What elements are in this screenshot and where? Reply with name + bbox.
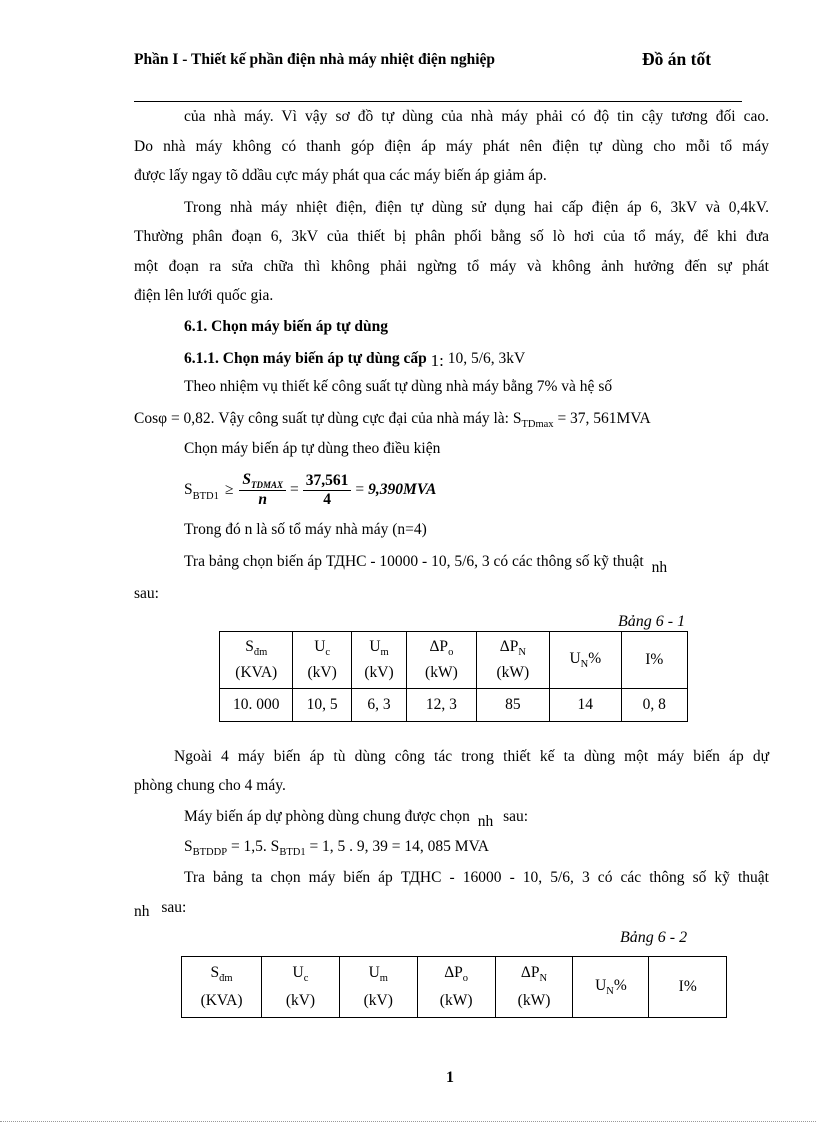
paragraph-line: một đoạn ra sửa chữa thì không phải ngừng tổ máy và không ảnh hưởng đến sự phát — [134, 258, 769, 275]
header-unit: (kW) — [517, 992, 551, 1010]
paragraph-line: Ngoài 4 máy biến áp tù dùng công tác trong thiết kế ta dùng một máy biến áp dự — [174, 748, 769, 765]
table-header-cell — [220, 632, 293, 689]
header-unit: (KVA) — [235, 664, 278, 682]
header-unit: (KVA) — [200, 992, 243, 1010]
text-span: Tra bảng chọn biến áp ТДНС - 10000 - 10, 5/6, 3 có các thông số kỹ thuật — [184, 553, 644, 570]
numerator-symbol: S — [242, 470, 252, 488]
paragraph-line: được lấy ngay tõ ddầu cực máy phát qua các máy biến áp giảm áp. — [134, 167, 547, 184]
table-cell: 6, 3 — [351, 689, 406, 722]
table-header-cell — [351, 632, 406, 689]
formula-ge: ≥ — [224, 481, 234, 498]
fraction-numerator: 37,561 — [303, 472, 352, 491]
paragraph-line — [184, 808, 529, 830]
text-span: sau: — [161, 899, 187, 916]
subsection-heading-voltage: 10, 5/6, 3kV — [447, 350, 526, 367]
text-span: nh — [477, 813, 494, 830]
text-span: nh — [134, 903, 150, 920]
text-span: sau: — [503, 808, 529, 825]
header-symbol: $U_c$ — [292, 963, 309, 985]
paragraph-line — [184, 553, 668, 576]
table-header-row — [220, 632, 688, 689]
header-symbol: $\Delta P_o$ — [429, 637, 454, 659]
page-bottom-rule — [0, 1121, 816, 1122]
header-symbol: $S_{đm}$ — [245, 637, 268, 659]
subsection-heading — [184, 348, 525, 368]
table-row — [220, 689, 688, 722]
header-symbol: $\Delta P_N$ — [499, 637, 526, 659]
header-unit: (kV) — [364, 664, 394, 682]
fraction-denominator: n — [258, 491, 268, 509]
table-caption: Bảng 6 - 1 — [618, 613, 686, 630]
header-symbol: $U_m$ — [369, 637, 389, 659]
header-unit: (kW) — [439, 992, 473, 1010]
paragraph-line: Trong nhà máy nhiệt điện, điện tự dùng sử dụng hai cấp điện áp 6, 3kV và 0,4kV. — [184, 199, 769, 216]
formula-result: 9,390MVA — [368, 481, 437, 498]
table-caption: Bảng 6 - 2 — [620, 929, 688, 946]
header-symbol: $\Delta P_N$ — [520, 963, 548, 985]
header-subtitle: Đồ án tốt — [642, 49, 712, 69]
subsection-heading-level: 1: — [430, 351, 444, 370]
formula — [184, 466, 436, 514]
formula-symbol: S — [184, 481, 193, 498]
table-header-cell — [339, 957, 417, 1018]
table-cell: 10, 5 — [293, 689, 351, 722]
spec-table-2 — [181, 956, 727, 1018]
header-symbol: $U_m$ — [368, 963, 388, 985]
table-header-cell — [293, 632, 351, 689]
paragraph-line: Thường phân đoạn 6, 3kV của thiết bị phân phối bằng số lò hơi của tổ máy, để khi đưa — [134, 228, 769, 245]
formula-equals: = — [290, 481, 299, 498]
table-header-row — [182, 957, 727, 1018]
fraction-denominator: 4 — [323, 490, 331, 508]
header-unit: (kW) — [496, 664, 530, 682]
table-cell: 12, 3 — [407, 689, 476, 722]
header-symbol: $U_c$ — [314, 637, 331, 659]
paragraph-line: Chọn máy biến áp tự dùng theo điều kiện — [184, 440, 441, 457]
table-cell: 85 — [476, 689, 549, 722]
table-header-cell: $U_N\%$ — [573, 957, 649, 1018]
section-heading: 6.1. Chọn máy biến áp tự dùng — [184, 318, 388, 335]
paragraph-line: điện lên lưới quốc gia. — [134, 287, 274, 304]
header-symbol: $\Delta P_o$ — [444, 963, 469, 985]
table-cell: 10. 000 — [220, 689, 293, 722]
paragraph-line — [134, 899, 187, 921]
table-header-cell — [262, 957, 340, 1018]
table-header-cell: I% — [621, 632, 687, 689]
fraction-1 — [239, 471, 286, 509]
paragraph-line: Do nhà máy không có thanh góp điện áp máy phát nên điện tự dùng cho mỗi tổ máy — [134, 138, 769, 155]
paragraph-line: $S_{BTDDP} = 1,5$. $S_{BTD1} = 1$, 5 . 9, 39 = 14, 085 MVA — [184, 838, 489, 859]
text-span: = 37, 561MVA — [553, 410, 651, 427]
subsection-heading-text: 6.1.1. Chọn máy biến áp tự dùng cấp — [184, 350, 427, 367]
table-header-cell: I% — [649, 957, 727, 1018]
header-title: Phần I - Thiết kế phần điện nhà máy nhiệt điện nghiệp — [134, 51, 496, 68]
table-header-cell: $U_N\%$ — [550, 632, 621, 689]
text-span: Máy biến áp dự phòng dùng chung được chọn — [184, 808, 470, 825]
header-unit: (kV) — [307, 664, 337, 682]
header-unit: (kV) — [363, 992, 393, 1010]
subscript: TDmax — [521, 419, 554, 431]
paragraph-line — [134, 410, 651, 430]
header-unit: (kW) — [425, 664, 458, 682]
text-span: nh — [651, 559, 668, 576]
spec-table-1 — [219, 631, 688, 722]
numerator-subscript: TDMAX — [251, 480, 284, 491]
table-cell: 0, 8 — [621, 689, 687, 722]
formula-subscript: BTD1 — [192, 491, 219, 502]
paragraph-line: Theo nhiệm vụ thiết kế công suất tự dùng nhà máy bằng 7% và hệ số — [184, 378, 613, 395]
header-unit: (kV) — [285, 992, 316, 1010]
paragraph-line: Tra bảng ta chọn máy biến áp ТДНС - 16000 - 10, 5/6, 3 có các thông số kỹ thuật — [184, 869, 769, 886]
fraction-numerator — [239, 471, 286, 491]
header-symbol: $S_{đm}$ — [210, 963, 233, 985]
formula-equals: = — [355, 481, 365, 498]
paragraph-line: Trong đó n là số tổ máy nhà máy (n=4) — [184, 521, 427, 538]
text-span: Cosφ = 0,82. Vậy công suất tự dùng cực đại của nhà máy là: S — [134, 410, 522, 427]
table-header-cell — [417, 957, 495, 1018]
paragraph-line: phòng chung cho 4 máy. — [134, 777, 286, 794]
table-header-cell — [407, 632, 476, 689]
table-header-cell — [182, 957, 262, 1018]
table-cell: 14 — [550, 689, 621, 722]
fraction-2 — [303, 472, 352, 509]
header-rule — [134, 101, 742, 102]
paragraph-line: của nhà máy. Vì vậy sơ đồ tự dùng của nhà máy phải có độ tin cậy tương đối cao. — [184, 108, 769, 125]
table-header-cell — [476, 632, 549, 689]
page-number: 1 — [446, 1069, 454, 1086]
paragraph-line: sau: — [134, 585, 159, 602]
table-header-cell — [495, 957, 573, 1018]
